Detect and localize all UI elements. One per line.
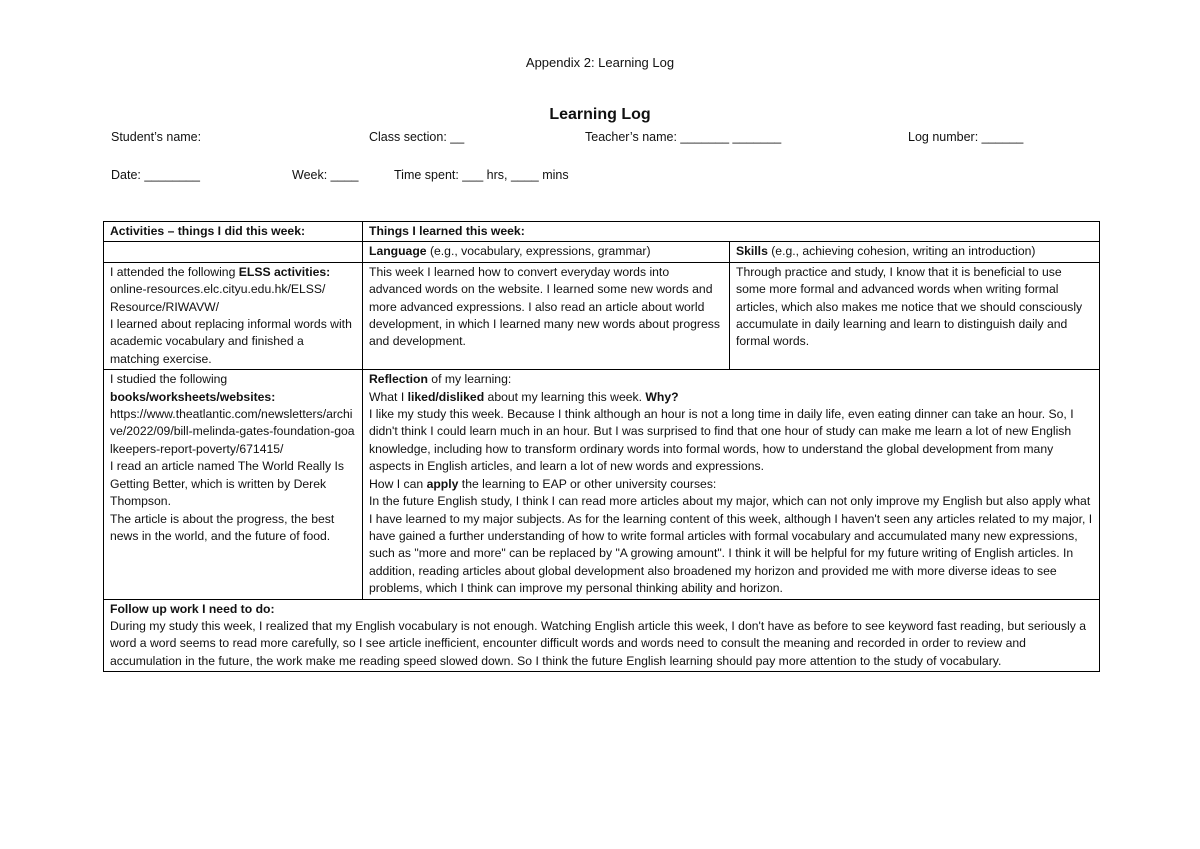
apply-bold: apply [426, 476, 459, 491]
week-field: Week: ____ [292, 168, 359, 182]
skills-header-cell [730, 242, 1100, 262]
followup-label: Follow up work I need to do: [110, 601, 275, 616]
activities-row [104, 262, 1100, 369]
elss-activities-cell [104, 262, 363, 369]
elss-description: I learned about replacing informal words with academic vocabulary and finished a matching exercise. [110, 317, 352, 366]
liked-question [369, 389, 1093, 406]
log-number-field: Log number: ______ [908, 130, 1024, 144]
liked-bold: liked/disliked [407, 389, 485, 404]
elss-intro: I attended the following [110, 264, 239, 279]
liked-prefix: What I [369, 389, 408, 404]
empty-cell [104, 242, 363, 262]
studied-cell [104, 370, 363, 599]
elss-label: ELSS activities: [238, 264, 331, 279]
reflection-row [104, 370, 1100, 599]
liked-why: Why? [645, 389, 679, 404]
followup-row [104, 599, 1100, 672]
studied-article-text: I read an article named The World Really Is Getting Better, which is written by Derek Thompson. [110, 459, 344, 509]
reflection-rest: of my learning: [427, 372, 512, 387]
activities-header: Activities – things I did this week: [110, 224, 306, 238]
table-header-row [104, 222, 1100, 242]
apply-question [369, 476, 1093, 493]
time-spent-field: Time spent: ___ hrs, ____ mins [394, 168, 569, 182]
teacher-name-field: Teacher’s name: _______ _______ [585, 130, 782, 144]
studied-link: https://www.theatlantic.com/newsletters/archive/2022/09/bill-melinda-gates-foundation-goalkeepers-report-poverty/671415/ [110, 407, 355, 456]
reflection-heading [369, 371, 1093, 388]
skills-hint: (e.g., achieving cohesion, writing an introduction) [767, 244, 1036, 259]
skills-cell [730, 262, 1100, 369]
reflection-cell [363, 370, 1100, 599]
followup-text: During my study this week, I realized that my English vocabulary is not enough. Watching English article this week, I don't have as before to see keyword fast reading, but seriously a word a word seems to read more carefully, so I see article inefficient, encounter difficult words and words need to consult the meaning and recorded in order to review and accumulation in the future, the work make me reading speed slowed down. So I think the future English learning should pay more attention to the study of vocabulary. [110, 618, 1087, 668]
studied-intro: I studied the following [110, 372, 228, 387]
language-label: Language [369, 244, 427, 259]
activities-header-cell [104, 222, 363, 242]
class-section-field: Class section: __ [369, 130, 465, 144]
reflection-text: I like my study this week. Because I think although an hour is not a long time in daily life, even eating dinner can take an hour. So, I didn't think I could learn much in an hour. But I was surprised to find that one hour of study can make me learn a lot of new English knowledge, including how to transform ordinary words into formal words, how to understand the global development from many aspects in English articles, and learn a lot of new words and expressions. [369, 407, 1074, 474]
subheader-row [104, 242, 1100, 262]
liked-mid: about my learning this week. [484, 389, 646, 404]
learned-header-cell [363, 222, 1100, 242]
studied-summary-text: The article is about the progress, the best news in the world, and the future of food. [110, 511, 335, 543]
language-header-cell [363, 242, 730, 262]
learned-header: Things I learned this week: [369, 224, 525, 238]
appendix-heading: Appendix 2: Learning Log [525, 55, 675, 70]
date-field: Date: ________ [111, 168, 200, 182]
language-text: This week I learned how to convert everyday words into advanced words on the website. I learned some new words and more advanced expressions. I also read an article about world development, in which I learned many new words about progress and development. [369, 264, 720, 349]
learning-log-table [103, 221, 1100, 672]
apply-text: In the future English study, I think I can read more articles about my major, which can not only improve my English but also apply what I have learned to my major subjects. As for the learning content of this week, although I haven't seen any articles related to my major, I have gained a further understanding of how to write formal articles with formal vocabulary and accumulated many new expressions, such as "more and more" can be replaced by "A growing amount". I think it will be helpful for my future writing of English articles. In addition, reading articles about global development also broadened my horizon and provided me with more diverse ideas to see problems, which I think can improve my personal thinking ability and horizon. [369, 494, 1093, 596]
skills-label: Skills [736, 244, 768, 259]
page-title: Learning Log [549, 106, 651, 123]
language-cell [363, 262, 730, 369]
language-hint: (e.g., vocabulary, expressions, grammar) [426, 244, 651, 259]
followup-cell [104, 599, 1100, 672]
elss-link: online-resources.elc.cityu.edu.hk/ELSS/ Resource/RIWAVW/ [110, 282, 326, 314]
studied-label: books/worksheets/websites: [110, 389, 276, 404]
apply-rest: the learning to EAP or other university courses: [458, 476, 717, 491]
apply-prefix: How I can [369, 476, 427, 491]
student-name-field: Student’s name: [111, 130, 202, 144]
skills-text: Through practice and study, I know that it is beneficial to use some more formal and advanced words when writing formal articles, which also makes me notice that we should consciously accumulate in daily learning and learn to distinguish daily and formal words. [736, 264, 1083, 349]
reflection-label: Reflection [369, 372, 428, 387]
